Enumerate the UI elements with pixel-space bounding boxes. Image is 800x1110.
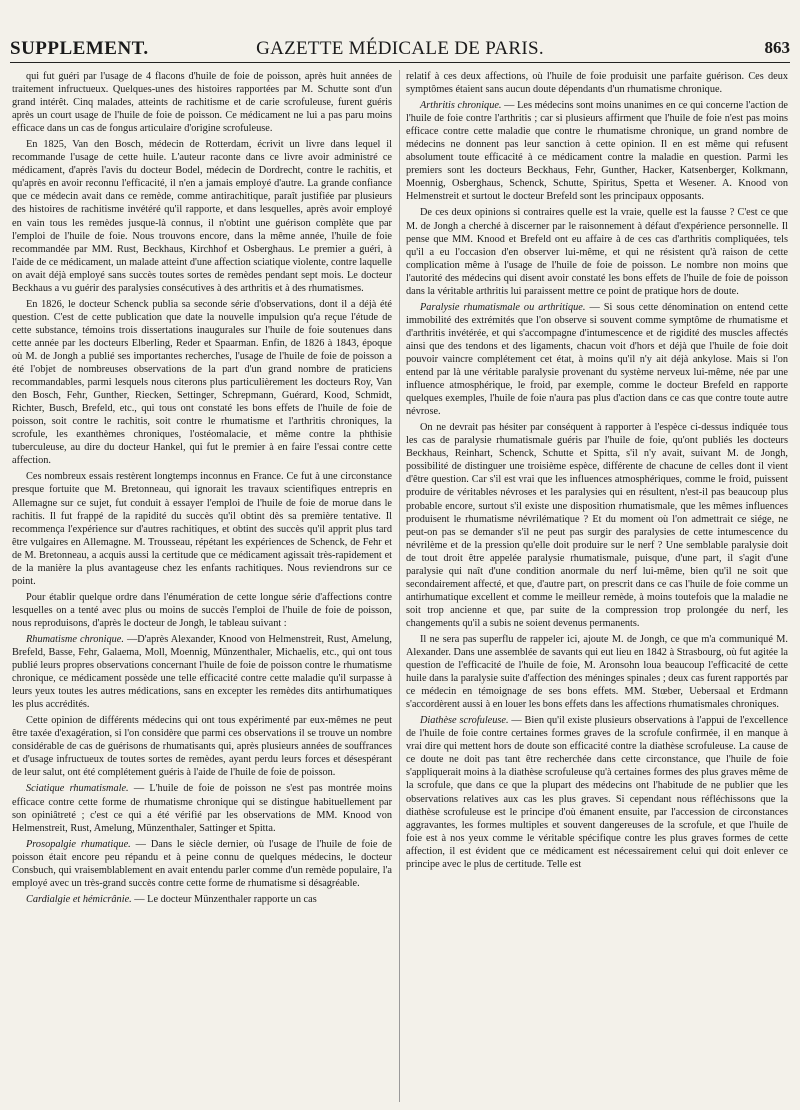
paragraph (12, 298, 392, 468)
right-column (406, 70, 788, 1102)
paragraph-text: Ces nombreux essais restèrent longtemps inconnus en France. Ce fut à une circonstance presque fortuite que M. Bretonneau, qui ignorait les travaux scientifiques entrepris en Allemagne sur ce sujet, fut conduit à essayer l'emploi de l'huile de foie de morue dans le rachitis. Il fut frappé de la rapidité du succès qu'il obtint dès sa première tentative. Il recommença l'expérience sur d'autres rachitiques, et obtint des succès qu'il apprit plus tard être vulgaires en Allemagne. M. Trousseau, répétant les expériences de Schenck, de Fehr et de M. Bretonneau, a acquis aussi la certitude que ce médicament agissait très-rapidement et de la manière la plus avantageuse chez les enfants rachitiques. Nous reviendrons sur ce point. (12, 471, 392, 587)
column-divider (399, 70, 400, 1102)
paragraph-text: — Les médecins sont moins unanimes en ce qui concerne l'action de l'huile de foie contre l'arthritis ; car si plusieurs affirment que l'huile de foie n'est pas moins efficace contre cette maladie que contre le rhumatisme chronique, un grand nombre de médecins ne donnent pas leur sanction à cette opinion. Il en est même qui refusent absolument toute efficacité à ce médicament contre la maladie en question. Parmi les premiers sont les docteurs Beckhaus, Fehr, Gunther, Hacker, Katsenberger, Kolkmann, Moennig, Osberghaus, Schenck, Schutte, Spiritus, Spetta et Wesener. A. Knood von Helmenstreit et surtout le docteur Brefeld sont les principaux opposants. (406, 100, 788, 203)
paragraph-text: Il ne sera pas superflu de rappeler ici, ajoute M. de Jongh, ce que m'a communiqué M. Alexander. Dans une assemblée de savants qui eut lieu en 1842 à Strasbourg, où fut agitée la question de l'efficacité de l'huile de foie, M. Aronsohn loua beaucoup l'efficacité de cette huile dans la paralysie suite d'affection des méninges spinales ; deux cas furent rapportés par ce médecin en témoignage de ses bons effets. MM. Stœber, Uebersaal et Erdmann s'accordèrent aussi à en louer les bons effets dans les affections rhumatismales chroniques. (406, 633, 788, 711)
paragraph (12, 70, 392, 135)
paragraph (12, 893, 392, 906)
paragraph (12, 633, 392, 711)
paragraph (406, 99, 788, 203)
paragraph-text: —D'après Alexander, Knood von Helmenstreit, Rust, Amelung, Brefeld, Basse, Fehr, Galaema, Moll, Moennig, Münzenthaler, Michaelis, etc., qui ont tous publié leurs propres observations concernant l'huile de foie de poisson contre le rhumatisme chronique, ce médicament possède une telle efficacité contre cette maladie qu'il surpasse à leurs yeux toutes les autres médications, sans en excepter les remèdes dits antirhumatiques les plus accrédités. (12, 633, 392, 711)
supplement-label: SUPPLEMENT. (10, 38, 149, 59)
paragraph-text: — Dans le siècle dernier, où l'usage de l'huile de foie de poisson était encore peu répandu et à peine connu de quelques médecins, le docteur Consbuch, qui vraisemblablement en avait entendu parler comme d'un remède populaire, l'a employé avec un très-grand succès contre cette forme de rhumatisme si désagréable. (12, 838, 392, 889)
paragraph (12, 470, 392, 587)
paragraph (12, 782, 392, 834)
paragraph (12, 138, 392, 295)
paragraph (12, 591, 392, 630)
publication-title: GAZETTE MÉDICALE DE PARIS. (256, 38, 544, 59)
paragraph (406, 70, 788, 96)
page-number: 863 (764, 38, 790, 57)
section-heading: Arthritis chronique. (420, 100, 502, 112)
page-header (10, 32, 790, 63)
paragraph (406, 633, 788, 711)
paragraph-text: — Si sous cette dénomination on entend cette immobilité des extrémités que l'on observe si souvent comme symptôme de rhumatisme et d'arthritis invétérée, et qui s'accompagne d'intumescence et de rigidité des muscles affectés ainsi que des tendons et des ligaments, chacun voit d'hors et déjà que l'huile de foie doit pouvoir vaincre complétement cet état, à moins qu'il n'y ait déjà ankylose. Mais si l'on entend par là une véritable paralysie provenant du système nerveux lui-même, née par une influence atmosphérique, le froid, par exemple, comme le docteur Brefeld en rapporte quelques exemples, l'huile de foie n'aura pas plus d'action dans ce cas que contre toute autre névrose. (406, 301, 788, 418)
section-heading: Rhumatisme chronique. (26, 633, 124, 645)
paragraph (12, 838, 392, 890)
paragraph-text: En 1825, Van den Bosch, médecin de Rotterdam, écrivit un livre dans lequel il recommande l'usage de cette huile. L'auteur raconte dans ce livre avoir administré ce médicament, d'après l'avis du docteur Bodel, médecin de Dordrecht, contre le rachitis, et qu'après en avoir reconnu l'efficacité, il n'en a jamais employé d'autre. La grande confiance que ce médecin avait dans ce remède, comme antirachitique, paraît justifiée par plusieurs des histoires de rachitisme invétéré qu'il rapporte, et dans lesquelles, après avoir employé en vain tous les remèdes jusque-là connus, il n'obtint une guérison complète que par l'emploi de l'huile de foie. Nous trouvons encore, dans la même année, l'huile de foie recommandée par MM. Rust, Beckhaus, Kirchhof et Osberghaus. Le premier a guéri, à l'aide de ce médicament, un malade atteint d'une affection sciatique violente, contre laquelle on avait déjà employé sans succès toutes sortes de remèdes pendant sept mois. Le docteur Beckhaus a vu guérir des paralysies consécutives à des arthritis et à des rhumatismes. (12, 139, 392, 294)
section-heading: Cardialgie et hémicrânie. (26, 893, 132, 905)
section-heading: Diathèse scrofuleuse. (420, 715, 509, 727)
paragraph-text: qui fut guéri par l'usage de 4 flacons d'huile de foie de poisson, après huit années de traitement infructueux. Quelques-unes des histoires rapportées par M. Schutte sont d'un grand intérêt. Cinq malades, atteints de rachitisme et de carie scrofuleuse, furent guéris après un court usage de l'huile de foie de poisson. Ce médicament ne lui a pas paru moins efficace dans un cas de fongus articulaire d'origine scrofuleuse. (12, 71, 392, 135)
paragraph (406, 714, 788, 871)
left-column (12, 70, 392, 1102)
paragraph-text: En 1826, le docteur Schenck publia sa seconde série d'observations, dont il a déjà été question. C'est de cette publication que date la nouvelle impulsion qu'a reçue l'étude de cette substance, témoins trois dissertations inaugurales sur l'huile de foie soutenues dans cette année par les docteurs Elberling, Reder et Spaarman. Enfin, de 1826 à 1843, époque où M. de Jongh a publié ses importantes recherches, l'usage de l'huile de foie de poisson a été l'objet de nombreuses observations de la part d'un grand nombre de praticiens recommandables, parmi lesquels nous citerons plus particulièrement les docteurs Roy, Van den Bosch, Fehr, Gunther, Riecken, Settinger, Schrepmann, Guérard, Kood, Schmidt, Richter, Busch, Brefeld, etc., qui tous ont constaté les bons effets de l'huile de foie de poisson, soit contre le rachitis, soit contre le rhumatisme et l'arthritis chroniques, la scrofule, les exanthèmes chroniques, l'ostéomalacie, et même contre la phthisie tuberculeuse, au dire du docteur Hankel, qui fut le premier à en faire l'essai contre cette affection. (12, 298, 392, 467)
paragraph-text: On ne devrait pas hésiter par conséquent à rapporter à l'espèce ci-dessus indiquée tous les cas de paralysie rhumatismale guéris par l'huile de foie, qu'ont publiés les docteurs Beckhaus, Reinhart, Schenck, Schutte et Spitta, s'il n'y avait, suivant M. de Jongh, possibilité de distinguer une troisième espèce, différente de chacune de celles dont il vient d'être question. Car s'il est vrai que les influences atmosphériques, comme le froid, puissent produire de véritables névroses et les paralysies qui en résultent, n'est-il pas beaucoup plus probable encore, surtout s'il existe une disposition rhumatismale, que les mêmes influences produisent le rhumatisme névrilématique ? Et du moment où l'on admettrait ce siége, ne peut-on pas se demander s'il ne peut pas surgir des paralysies de cette intumescence du névrilème et de la pression qu'elle doit produire sur le nerf ? Une semblable paralysie doit de tout droit être appelée paralysie rhumatismale, puisque, d'une part, il s'agit d'une paralysie qui naît d'une condition anormale du nerf lui-même, bien qu'il ne soit que secondairement affecté, et que, d'autre part, on prescrit dans ce cas l'huile de foie comme un antirhumatique excellent et comme le meilleur remède, à moins toutefois que la maladie ne soit trop ancienne et que, par suite de la compression trop prolongée du nerf, les changements qu'il a subis ne soient devenus permanents. (406, 422, 788, 629)
paragraph-text: — Bien qu'il existe plusieurs observations à l'appui de l'excellence de l'huile de foie contre certaines formes graves de la scrofule confirmée, il en manque à vrai dire qui mettent hors de doute son efficacité contre la diathèse scrofuleuse. La cause de ce doute ne doit pas tant être recherchée dans cette circonstance, que l'huile de foie s'appliquerait moins à la diathèse scrofuleuse qu'à certaines formes des plus graves même de la scrofule, que dans ce que la plupart des médecins ont l'habitude de ne publier que les observations relatives aux cas les plus graves. Si cependant nous réfléchissons que la diathèse scrofuleuse est le principe d'où émanent ensuite, par l'accession de circonstances aggravantes, les formes multiples et souvent dangereuses de la scrofule, et que l'huile de foie est à nos yeux comme le véritable spécifique contre les plus graves formes de cette affection, il est évident que ce médicament est nécessairement celui qui doit enlever ce principe avec le plus de certitude. Telle est (406, 715, 788, 870)
paragraph-text: De ces deux opinions si contraires quelle est la vraie, quelle est la fausse ? C'est ce que M. de Jongh a cherché à discerner par le raisonnement à défaut d'expérience personnelle. Il pense que MM. Knood et Brefeld ont eu affaire à de ces cas d'arthritis compliquées, tels qu'il a eu l'occasion d'en observer lui-même, et qui ne résistent qu'à raison de cette complication même à l'usage de l'huile de foie de poisson. Le nombre non moins que l'autorité des médecins qui disent avoir constaté les bons effets de l'huile de foie de poisson dans la véritable arthritis lui paraissent mettre ce point de pratique hors de doute. (406, 207, 788, 297)
paragraph (406, 421, 788, 630)
section-heading: Sciatique rhumatismale. (26, 783, 129, 795)
paragraph-text: Pour établir quelque ordre dans l'énumération de cette longue série d'affections contre lesquelles on a tenté avec plus ou moins de succès l'emploi de l'huile de foie de poisson, nous reproduisons, d'après le docteur de Jongh, le tableau suivant : (12, 591, 392, 629)
paragraph-text: relatif à ces deux affections, où l'huile de foie produisit une parfaite guérison. Ces deux symptômes étaient sans aucun doute dépendants d'un rhumatisme chronique. (406, 71, 788, 96)
section-heading: Paralysie rhumatismale ou arthritique. (420, 301, 586, 313)
section-heading: Prosopalgie rhumatique. (26, 838, 131, 850)
paragraph (406, 301, 788, 418)
paragraph-text: — Le docteur Münzenthaler rapporte un cas (134, 893, 317, 905)
paragraph-text: — L'huile de foie de poisson ne s'est pas montrée moins efficace contre cette forme de rhumatisme chronique qui se distingue habituellement par son opiniâtreté ; c'est ce qui a été vérifié par les observations de MM. Knood von Helmenstreit, Rust, Amelung, Münzenthaler, Sattinger et Spitta. (12, 783, 392, 834)
paragraph-text: Cette opinion de différents médecins qui ont tous expérimenté par eux-mêmes ne peut être taxée d'exagération, si l'on considère que parmi ces observations il se trouve un nombre considérable de cas de guérisons de rhumatisants qui, après plusieurs années de souffrances et d'usage infructueux de toutes sortes de remèdes, ayant perdu leurs forces et désespérant de leur salut, ont été complétement guéris à l'aide de l'huile de foie de poisson. (12, 715, 392, 779)
paragraph (406, 206, 788, 297)
paragraph (12, 714, 392, 779)
